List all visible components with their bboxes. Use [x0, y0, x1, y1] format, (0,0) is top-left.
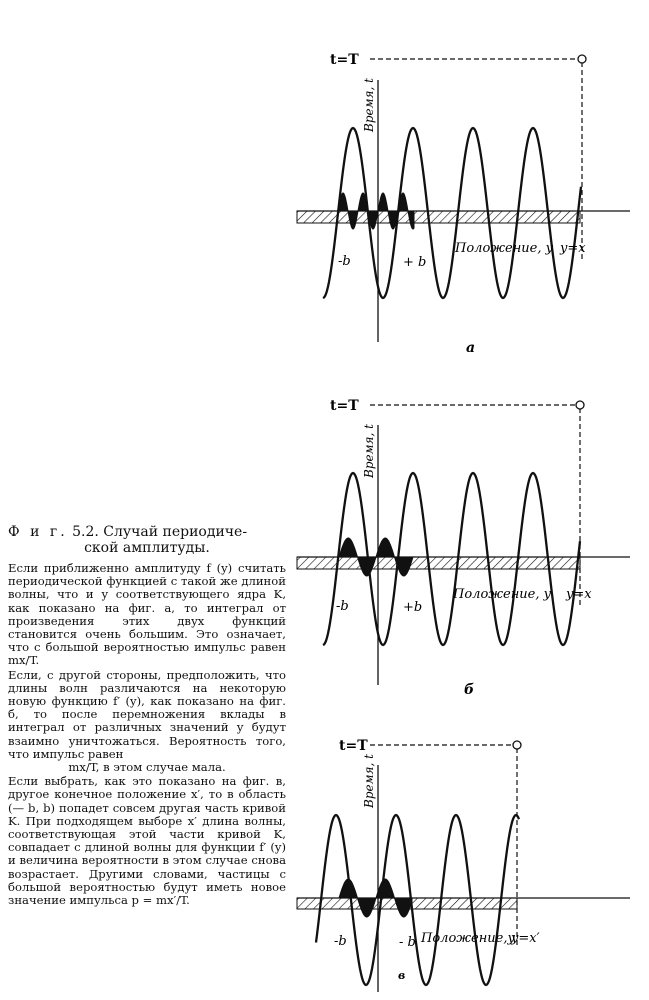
end-point-circle — [578, 55, 586, 63]
amplitude-lobes — [339, 538, 413, 576]
figure-caption — [8, 524, 286, 908]
position-axis-label: Положение, y — [453, 587, 551, 602]
time-axis-label: Время, t — [362, 424, 376, 478]
position-axis-label: Положение,y — [421, 931, 515, 946]
end-point-circle — [513, 741, 521, 749]
panel-v — [297, 738, 630, 992]
panel-a — [297, 52, 630, 356]
position-axis-label: Положение, y — [455, 241, 553, 256]
panel-letter: в — [398, 969, 406, 982]
plus-b-label: +b — [403, 600, 423, 615]
caption-title-line2: ской амплитуды. — [84, 540, 210, 556]
time-axis-label: Время, t — [362, 754, 376, 808]
t-equals-T-label: t=T — [330, 52, 359, 68]
plus-b-label: + b — [403, 255, 427, 270]
hatched-band — [297, 557, 580, 569]
t-equals-T-label: t=T — [330, 398, 359, 414]
caption-fig-prefix: Ф и г. — [8, 524, 68, 540]
amplitude-lobes — [338, 193, 414, 229]
hatched-band — [297, 211, 580, 223]
panel-letter: а — [466, 340, 476, 356]
panel-b — [297, 398, 630, 698]
caption-fig-number: 5.2. — [72, 524, 99, 540]
caption-paragraph-1: Если приближенно амплитуду f (y) считать периодической функцией с такой же длиной волны, что и у соответствующего ядра K, как показано на фиг. а, то интеграл от произведения этих двух функций становится очень большим. Это означает, что с большой вероятностью импульс равен mx/T. — [8, 561, 286, 668]
end-position-label: y=x′ — [511, 931, 540, 946]
end-position-label: y=x — [560, 241, 586, 256]
panel-letter: б — [464, 682, 475, 698]
amplitude-lobes — [339, 879, 412, 917]
minus-b-label: -b — [338, 254, 351, 269]
caption-paragraph-2-text: Если, с другой стороны, предположить, что длины волн различаются на некоторую новую функцию f′ (y), как показано на фиг. б, то после перемножения вклады в интеграл от различных значений y будут взаимно уничтожаться. Вероятность того, что импульс равен — [8, 667, 286, 761]
time-axis-label: Время, t — [362, 78, 376, 132]
caption-paragraph-2 — [8, 669, 286, 775]
end-point-circle — [576, 401, 584, 409]
caption-paragraph-3: Если выбрать, как это показано на фиг. в, другое конечное положение x′, то в область (— b, b) попадет совсем другая часть кривой K. При подходящем выборе x′ длина волны, соответствующая этой части кривой K, совпадает с длиной волны для функции f′ (y) и величина вероятности в этом случае снова возрастает. Другими словами, частицы с большой вероятностью будут иметь новое значение импульса p = mx′/T. — [8, 774, 286, 908]
caption-title-line1: Случай периодиче- — [103, 524, 248, 540]
minus-b-label: -b — [336, 599, 349, 614]
caption-paragraph-2-end: mx/T, в этом случае мала. — [68, 760, 226, 775]
plus-b-label: - b — [399, 935, 416, 950]
t-equals-T-label: t=T — [339, 738, 368, 754]
minus-b-label: -b — [334, 934, 347, 949]
caption-title — [8, 524, 286, 556]
end-position-label: y=x — [566, 587, 592, 602]
